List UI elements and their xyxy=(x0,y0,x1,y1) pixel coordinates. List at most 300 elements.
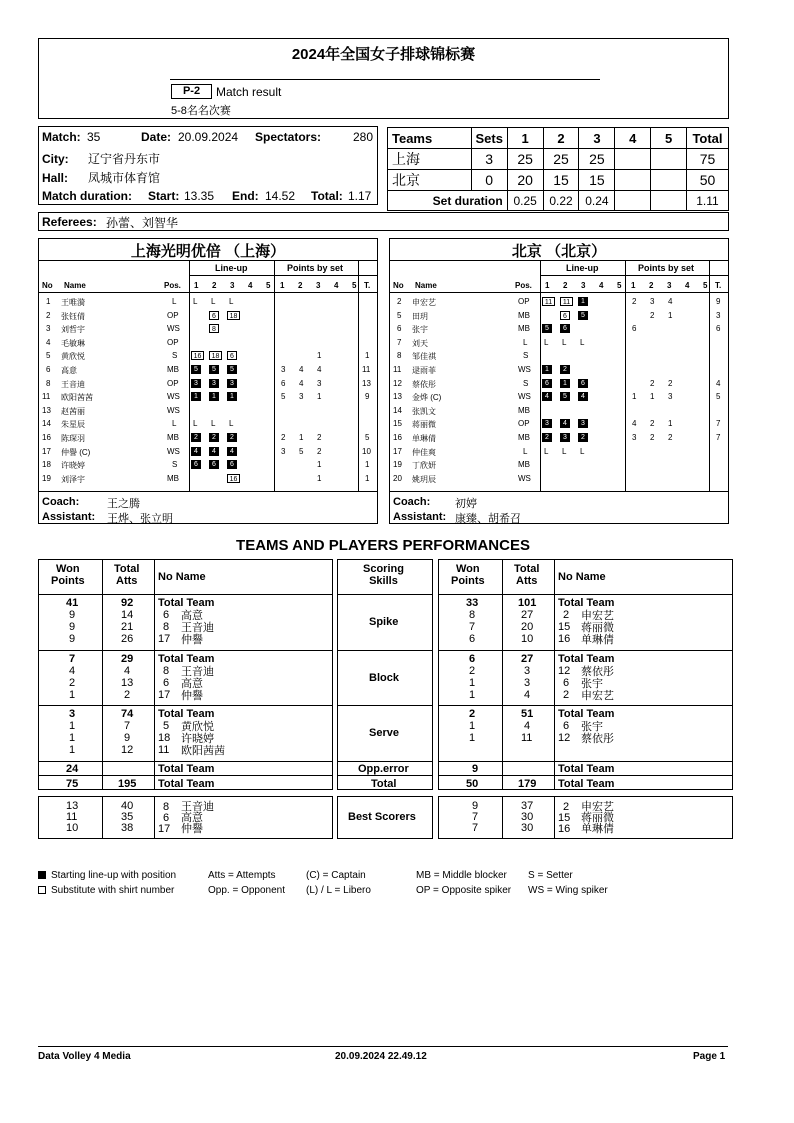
player-position: OP xyxy=(518,419,530,429)
points-in-set: 1 xyxy=(317,392,322,402)
points-in-set: 2 xyxy=(317,446,322,456)
points-in-set: 4 xyxy=(668,297,673,306)
substitute-number: 6 xyxy=(560,311,570,320)
scorer-number: 17 xyxy=(158,823,171,835)
starting-position: 5 xyxy=(227,365,237,374)
player-row xyxy=(390,473,729,486)
player-name: 田玥 xyxy=(412,311,428,321)
player-name: 仲譽 xyxy=(181,634,203,646)
player-name: 逯雨菲 xyxy=(412,366,436,375)
player-number: 2 xyxy=(46,310,51,320)
referees-names: 孙蕾、刘智华 xyxy=(106,216,179,230)
points-in-set: 3 xyxy=(317,378,322,388)
divider xyxy=(338,650,433,651)
player-row xyxy=(39,459,378,472)
results-set-score: 15 xyxy=(579,170,615,191)
substitute-number: 18 xyxy=(227,311,240,320)
team-won-points: 2 xyxy=(469,708,476,720)
player-position: WS xyxy=(167,446,180,456)
player-name: 欧阳茜茜 xyxy=(61,393,93,403)
total-attempts: 179 xyxy=(518,778,537,790)
player-position: S xyxy=(523,378,529,388)
player-name: 单琳倩 xyxy=(412,434,436,443)
city-label: City: xyxy=(42,152,69,166)
team-won-points: 41 xyxy=(66,597,79,609)
player-won-points: 1 xyxy=(69,720,76,732)
player-attempts: 13 xyxy=(121,677,134,689)
player-name: 仲佳爽 xyxy=(412,447,436,457)
column-points-set: 1 xyxy=(631,281,636,290)
libero-mark: L xyxy=(562,337,567,347)
results-header-set-4: 4 xyxy=(615,128,651,149)
column-lineup-set: 5 xyxy=(617,281,622,290)
points-in-set: 1 xyxy=(632,392,637,402)
team-attempts: 74 xyxy=(121,708,134,720)
player-position: WS xyxy=(167,392,180,402)
best-scorers-label: Best Scorers xyxy=(348,811,416,823)
player-attempts: 4 xyxy=(524,720,531,732)
column-points-set: 5 xyxy=(703,281,708,290)
starting-position: 5 xyxy=(560,392,570,401)
player-number: 16 xyxy=(393,433,402,442)
results-set-score: 20 xyxy=(507,170,543,191)
scorer-attempts: 37 xyxy=(521,800,534,812)
results-team-name: 上海 xyxy=(388,149,472,170)
player-position: L xyxy=(172,297,177,306)
scorer-number: 15 xyxy=(558,812,571,824)
player-number: 11 xyxy=(158,744,170,756)
opp-error-points: 9 xyxy=(472,763,479,775)
team-attempts: 29 xyxy=(121,653,134,665)
column-name: Name xyxy=(415,281,437,290)
points-in-set: 4 xyxy=(299,365,304,374)
player-attempts: 3 xyxy=(524,665,531,677)
scorer-number: 16 xyxy=(558,823,571,835)
legend-mb: MB = Middle blocker xyxy=(416,870,507,881)
player-attempts: 9 xyxy=(124,732,131,744)
player-name: 许晓婷 xyxy=(61,461,85,471)
player-total-points: 11 xyxy=(362,365,371,374)
assistant-names: 王烨、张立明 xyxy=(107,513,173,525)
page-title: 2024年全国女子排球锦标赛 xyxy=(291,46,476,63)
points-in-set: 3 xyxy=(281,365,286,374)
substitute-number: 6 xyxy=(209,311,219,320)
results-set-score xyxy=(651,149,687,170)
player-number: 6 xyxy=(163,677,170,689)
scoring-skills-column xyxy=(337,559,433,790)
starting-position: 2 xyxy=(191,433,201,442)
player-won-points: 1 xyxy=(469,720,476,732)
column-points-set: 4 xyxy=(685,281,690,290)
player-number: 13 xyxy=(42,405,51,415)
player-number: 2 xyxy=(563,609,570,621)
footer-software: Data Volley 4 Media xyxy=(38,1051,131,1062)
scorer-points: 7 xyxy=(472,811,479,823)
player-name: 王音迪 xyxy=(61,379,85,389)
libero-mark: L xyxy=(544,446,549,456)
home-performance-table xyxy=(38,559,333,790)
player-number: 12 xyxy=(558,732,571,744)
player-number: 5 xyxy=(46,351,51,361)
player-name: 蒋丽微 xyxy=(581,622,614,634)
start-time: 13.35 xyxy=(184,189,215,203)
total-won-points: 75 xyxy=(66,778,79,790)
player-total-points: 5 xyxy=(716,392,721,402)
divider xyxy=(390,292,729,293)
player-position: OP xyxy=(167,337,179,347)
player-position: S xyxy=(172,351,178,361)
legend-substitute xyxy=(38,885,174,896)
results-set-score xyxy=(615,149,651,170)
player-number: 19 xyxy=(393,460,402,470)
libero-mark: L xyxy=(229,419,234,429)
libero-mark: L xyxy=(229,297,234,306)
player-name: 高意 xyxy=(181,678,203,690)
substitute-number: 16 xyxy=(227,474,240,483)
player-name: 刘哲宇 xyxy=(61,325,85,335)
points-in-set: 6 xyxy=(281,378,286,388)
player-position: S xyxy=(523,351,529,361)
player-name: 王唯漪 xyxy=(61,298,85,307)
player-name: 丁欣妍 xyxy=(412,461,436,471)
player-number: 19 xyxy=(42,473,51,483)
legend-ws: WS = Wing spiker xyxy=(528,885,608,896)
column-points-set: 5 xyxy=(352,281,357,290)
player-won-points: 9 xyxy=(69,609,76,621)
divider xyxy=(540,275,729,276)
assistant-names: 康臻、胡希召 xyxy=(455,513,521,525)
divider xyxy=(439,761,733,762)
starting-position: 1 xyxy=(560,379,570,388)
player-number: 6 xyxy=(563,720,570,732)
filled-square-icon xyxy=(38,871,46,879)
player-attempts: 26 xyxy=(121,633,134,645)
scorer-points: 7 xyxy=(472,822,479,834)
player-number: 8 xyxy=(163,665,170,677)
points-in-set: 2 xyxy=(650,310,655,320)
total-team-label: Total Team xyxy=(558,708,615,720)
player-attempts: 10 xyxy=(521,633,534,645)
column-lineup-set: 4 xyxy=(248,281,253,290)
column-total-attempts: Total Atts xyxy=(114,563,140,587)
skill-name: Block xyxy=(369,672,399,684)
empty-square-icon xyxy=(38,886,46,894)
points-in-set: 1 xyxy=(668,419,673,429)
column-no-name: No Name xyxy=(158,571,206,583)
player-won-points: 7 xyxy=(469,621,476,633)
player-name: 仲譽 xyxy=(181,690,203,702)
team-won-points: 33 xyxy=(466,597,479,609)
results-header-set-3: 3 xyxy=(579,128,615,149)
scorer-name: 单琳倩 xyxy=(581,823,614,835)
team-won-points: 7 xyxy=(69,653,76,665)
away-best-scorers xyxy=(438,796,733,839)
player-name: 黄欣悦 xyxy=(61,352,85,362)
scorer-attempts: 35 xyxy=(121,811,134,823)
starting-position: 2 xyxy=(578,433,588,442)
divider xyxy=(338,761,433,762)
points-in-set: 2 xyxy=(668,378,673,388)
scorer-number: 2 xyxy=(563,801,570,813)
player-total-points: 7 xyxy=(716,419,721,429)
starting-position: 4 xyxy=(560,419,570,428)
player-name: 邹佳祺 xyxy=(412,352,436,362)
points-in-set: 6 xyxy=(632,324,637,334)
scorer-number: 8 xyxy=(163,801,170,813)
hall-value: 凤城市体育馆 xyxy=(88,171,161,185)
results-team-name: 北京 xyxy=(388,170,472,191)
player-row xyxy=(390,296,729,309)
results-header-total: Total xyxy=(686,128,728,149)
set-duration-label: Set duration xyxy=(388,191,508,211)
player-number: 12 xyxy=(393,378,402,388)
player-number: 6 xyxy=(563,677,570,689)
player-attempts: 20 xyxy=(521,621,534,633)
column-points-set: 1 xyxy=(280,281,285,290)
total-team-label: Total Team xyxy=(158,763,215,775)
player-number: 11 xyxy=(42,392,51,402)
column-points-set: 3 xyxy=(667,281,672,290)
divider xyxy=(439,650,733,651)
player-number: 16 xyxy=(558,633,571,645)
set-duration xyxy=(651,191,687,211)
column-lineup-set: 1 xyxy=(194,281,199,290)
legend-text: Starting line-up with position xyxy=(51,870,177,881)
team-name: 上海光明优倍 （上海） xyxy=(130,243,286,260)
column-lineup-set: 4 xyxy=(599,281,604,290)
scorer-points: 13 xyxy=(66,800,79,812)
points-in-set: 5 xyxy=(299,446,304,456)
player-position: MB xyxy=(167,473,179,483)
player-number: 6 xyxy=(163,609,170,621)
referees-label: Referees: xyxy=(42,215,97,229)
set-duration xyxy=(615,191,651,211)
starting-position: 6 xyxy=(578,379,588,388)
player-name: 蒋丽微 xyxy=(412,420,436,430)
home-best-scorers xyxy=(38,796,333,839)
libero-mark: L xyxy=(211,419,216,429)
player-won-points: 1 xyxy=(469,689,476,701)
results-header-set-5: 5 xyxy=(651,128,687,149)
divider xyxy=(39,260,377,261)
results-set-score: 25 xyxy=(543,149,579,170)
player-number: 8 xyxy=(163,621,170,633)
player-name: 申宏艺 xyxy=(412,298,436,307)
lineup-header: Line-up xyxy=(215,263,248,273)
legend-setter: S = Setter xyxy=(528,870,573,881)
player-won-points: 2 xyxy=(469,665,476,677)
points-in-set: 3 xyxy=(299,392,304,402)
player-total-points: 1 xyxy=(365,351,370,361)
results-header-sets: Sets xyxy=(471,128,507,149)
starting-position: 2 xyxy=(209,433,219,442)
column-total: T. xyxy=(364,281,371,290)
substitute-number: 16 xyxy=(191,351,204,360)
scorer-attempts: 38 xyxy=(121,822,134,834)
player-name: 张宇 xyxy=(412,325,428,335)
divider xyxy=(39,491,377,492)
results-duration-row xyxy=(388,191,729,211)
column-scoring-skills: Scoring Skills xyxy=(363,563,404,587)
footer-divider xyxy=(38,1046,728,1047)
coach-name: 初婷 xyxy=(455,498,477,510)
coach-label: Coach: xyxy=(393,496,431,508)
player-won-points: 1 xyxy=(69,732,76,744)
player-attempts: 4 xyxy=(524,689,531,701)
player-total-points: 6 xyxy=(716,324,721,334)
player-won-points: 8 xyxy=(469,609,476,621)
divider xyxy=(502,797,503,839)
player-attempts: 4 xyxy=(124,665,131,677)
starting-position: 3 xyxy=(209,379,219,388)
column-lineup-set: 1 xyxy=(545,281,550,290)
divider xyxy=(102,797,103,839)
player-position: MB xyxy=(518,310,530,320)
legend-text: Substitute with shirt number xyxy=(51,885,175,896)
total-set-duration: 1.11 xyxy=(686,191,728,211)
divider xyxy=(39,775,333,776)
results-total-points: 75 xyxy=(686,149,728,170)
player-won-points: 1 xyxy=(69,689,76,701)
player-name: 欧阳茜茜 xyxy=(181,745,225,757)
date-label: Date: xyxy=(141,130,172,144)
starting-position: 4 xyxy=(209,447,219,456)
duration-label: Match duration: xyxy=(42,189,132,203)
player-name: 蔡依彤 xyxy=(581,666,614,678)
player-number: 17 xyxy=(158,633,171,645)
header-box xyxy=(38,38,729,119)
substitute-number: 11 xyxy=(542,297,555,306)
player-won-points: 4 xyxy=(69,665,76,677)
player-number: 15 xyxy=(558,621,571,633)
player-attempts: 2 xyxy=(124,689,131,701)
column-total-attempts: Total Atts xyxy=(514,563,540,587)
scorer-name: 王音迪 xyxy=(181,801,214,813)
player-row xyxy=(39,391,378,404)
column-lineup-set: 3 xyxy=(230,281,235,290)
city-value: 辽宁省丹东市 xyxy=(88,152,161,166)
player-number: 20 xyxy=(393,473,402,483)
player-row xyxy=(390,323,729,336)
results-header-row xyxy=(388,128,729,149)
points-in-set: 4 xyxy=(317,365,322,374)
results-set-score: 25 xyxy=(507,149,543,170)
player-row xyxy=(390,405,729,418)
player-row xyxy=(39,323,378,336)
player-row xyxy=(390,432,729,445)
player-total-points: 1 xyxy=(365,473,370,483)
team-attempts: 101 xyxy=(518,597,537,609)
player-position: MB xyxy=(518,433,530,442)
player-attempts: 12 xyxy=(121,744,134,756)
divider xyxy=(338,594,433,595)
results-header-teams: Teams xyxy=(388,128,472,149)
total-team-label: Total Team xyxy=(158,708,215,720)
match-phase: 5-8名名次赛 xyxy=(171,105,231,117)
results-sets-won: 0 xyxy=(471,170,507,191)
points-in-set: 5 xyxy=(281,392,286,402)
opp-error-points: 24 xyxy=(66,763,79,775)
player-won-points: 9 xyxy=(69,621,76,633)
divider xyxy=(39,650,333,651)
player-number: 4 xyxy=(46,337,51,347)
divider xyxy=(439,775,733,776)
player-name: 许晓婷 xyxy=(181,733,214,745)
scorer-attempts: 30 xyxy=(521,811,534,823)
player-name: 高意 xyxy=(181,610,203,622)
player-name: 蔡依彤 xyxy=(581,733,614,745)
scorer-name: 蒋丽微 xyxy=(581,812,614,824)
points-in-set: 4 xyxy=(299,378,304,388)
libero-mark: L xyxy=(211,297,216,306)
player-number: 2 xyxy=(563,689,570,701)
player-name: 刘泽宇 xyxy=(61,474,85,484)
points-in-set: 3 xyxy=(650,297,655,306)
player-number: 6 xyxy=(397,324,402,334)
libero-mark: L xyxy=(193,297,198,306)
substitute-number: 11 xyxy=(560,297,573,306)
starting-position: 5 xyxy=(578,311,588,320)
player-total-points: 1 xyxy=(365,460,370,470)
starting-position: 2 xyxy=(560,365,570,374)
team-won-points: 3 xyxy=(69,708,76,720)
player-number: 13 xyxy=(393,392,402,402)
legend-libero: (L) / L = Libero xyxy=(306,885,371,896)
player-row xyxy=(39,473,378,486)
player-row xyxy=(390,391,729,404)
player-won-points: 6 xyxy=(469,633,476,645)
points-by-set-header: Points by set xyxy=(287,263,344,273)
divider xyxy=(39,594,333,595)
starting-position: 1 xyxy=(542,365,552,374)
player-row xyxy=(390,459,729,472)
player-number: 17 xyxy=(42,446,51,456)
player-row xyxy=(390,337,729,350)
team-attempts: 27 xyxy=(521,653,534,665)
player-row xyxy=(39,405,378,418)
starting-position: 2 xyxy=(227,433,237,442)
lineup-header: Line-up xyxy=(566,263,599,273)
player-won-points: 9 xyxy=(69,633,76,645)
player-attempts: 7 xyxy=(124,720,131,732)
starting-position: 5 xyxy=(209,365,219,374)
player-number: 7 xyxy=(397,337,402,347)
divider xyxy=(338,775,433,776)
starting-position: 3 xyxy=(542,419,552,428)
total-attempts: 195 xyxy=(118,778,137,790)
player-row xyxy=(39,337,378,350)
starting-position: 1 xyxy=(209,392,219,401)
substitute-number: 6 xyxy=(227,351,237,360)
document-code: P-2 xyxy=(171,84,212,99)
player-name: 张宇 xyxy=(581,721,603,733)
spectators-label: Spectators: xyxy=(255,130,322,144)
column-lineup-set: 2 xyxy=(563,281,568,290)
player-name: 张钰倩 xyxy=(61,311,85,321)
points-in-set: 2 xyxy=(650,433,655,442)
player-name: 刘天 xyxy=(412,338,428,348)
total-team-label: Total Team xyxy=(158,597,215,609)
substitute-number: 8 xyxy=(209,324,219,333)
team-won-points: 6 xyxy=(469,653,476,665)
starting-position: 1 xyxy=(227,392,237,401)
player-name: 张凯文 xyxy=(412,406,436,416)
coach-name: 王之腾 xyxy=(107,498,140,510)
player-won-points: 1 xyxy=(469,677,476,689)
starting-position: 4 xyxy=(542,392,552,401)
player-row xyxy=(390,446,729,459)
hall-label: Hall: xyxy=(42,171,69,185)
